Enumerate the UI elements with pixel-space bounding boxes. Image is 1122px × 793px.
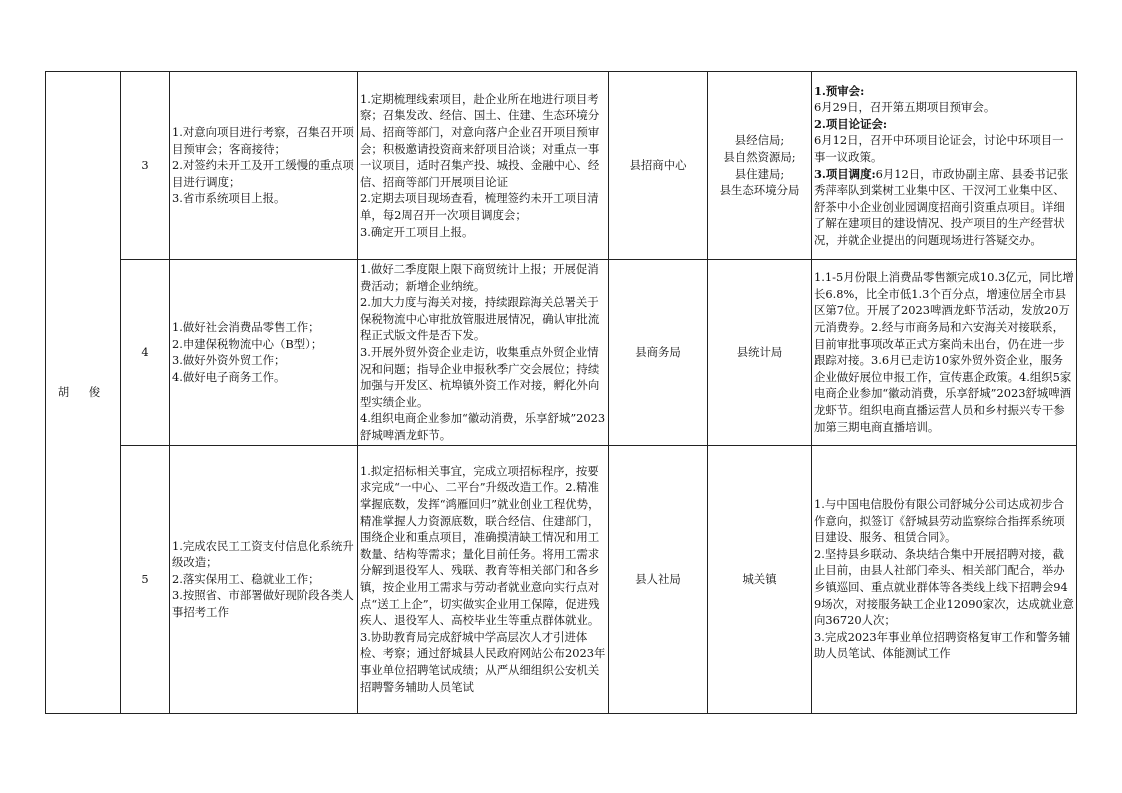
measure-cell [358,445,609,713]
measure-item: 1.做好二季度限上限下商贸统计上报；开展促消费活动；新增企业纳统。 [360,262,599,293]
coop-unit: 县统计局 [736,344,783,359]
measure-item: 2.加大力度与海关对接，持续跟踪海关总署关于保税物流中心审批放管服进展情况，确认审批流程正式版文件是否下发。 [360,295,600,343]
coop-unit-cell [708,445,812,713]
table-row [46,445,1077,713]
coop-unit: 城关镇 [742,571,777,586]
lead-unit: 县招商中心 [629,158,687,173]
progress-text: 3.完成2023年事业单位招聘资格复审工作和警务辅助人员笔试、体能测试工作 [814,629,1071,661]
lead-unit-cell [609,445,708,713]
measure-item: 3.开展外贸外资企业走访，收集重点外贸企业情况和问题；指导企业申报秋季广交会展位；持续加强与开发区、杭埠镇外资工作对接，孵化外向型实绩企业。 [360,344,600,409]
coop-unit-cell [708,260,812,446]
task-cell [170,445,358,713]
progress-cell [812,260,1077,446]
work-plan-table [45,71,1077,714]
task-cell [170,260,358,446]
task-item: 3.省市系统项目上报。 [172,191,286,206]
progress-heading: 3.项目调度: [814,166,876,181]
task-item: 4.做好电子商务工作。 [172,369,286,384]
table-row [46,260,1077,446]
coop-unit: 县自然资源局; [723,149,796,164]
coop-unit: 县经信局; [734,133,785,148]
task-item: 3.按照省、市部署做好现阶段各类人事招考工作 [172,588,354,619]
progress-text: 1.与中国电信股份有限公司舒城分公司达成初步合作意向，拟签订《舒城县劳动监察综合指挥系统项目建设、服务、租赁合同》。 [814,497,1065,545]
lead-unit-cell [609,260,708,446]
row-number-cell [121,445,170,713]
measure-item: 1.拟定招标相关事宜，完成立项招标程序，按要求完成“一中心、二平台”升级改造工作。2.精准掌握底数，发挥“鸿雁回归”就业创业工程优势，精准掌握人力资源底数，联合经信、住建部门，围绕企业和重点项目，准确摸清缺工情况和用工数量、结构等需求；量化目前任务。将用工需求分解到退役军人、残联、教育等相关部门和各乡镇，按企业用工需求与劳动者就业意向实行点对点“送工上企”，切实做实企业用工保障，促进残疾人、退役军人、高校毕业生等重点群体就业。 [360,463,600,628]
task-item: 2.落实保用工、稳就业工作； [172,571,320,586]
task-item: 1.对意向项目进行考察，召集召开项目预审会；客商接待； [172,125,354,156]
progress-text: 6月29日，召开第五期项目预审会。 [814,100,996,115]
measure-cell [358,260,609,446]
task-item: 2.申建保税物流中心（B型）； [172,336,323,351]
row-number: 3 [141,158,149,173]
progress-text: 1.1-5月份限上消费品零售额完成10.3亿元，同比增长6.8%，比全市低1.3个百分点，增速位居全市县区第7位。开展了2023啤酒龙虾节活动，发放20万元消费券。2.经与市商务局和六安海关对接联系，目前审批事项改革正式方案尚未出台，仍在进一步跟踪对接。3.6月已走访10家外贸外资企业，服务企业做好展位申报工作，宣传惠企政策。4.组织5家电商企业参加“徽动消费，乐享舒城”2023舒城啤酒龙虾节。组织电商直播运营人员和乡村振兴专干参加第三期电商直播培训。 [814,270,1074,434]
responsible-person-cell [46,72,121,714]
coop-unit-cell [708,72,812,260]
progress-text: 6月12日，市政协副主席、县委书记张秀萍率队到棠树工业集中区、干汊河工业集中区、舒茶中小企业创业园调度招商引资重点项目。详细了解在建项目的建设情况、投产项目的生产经营状况，并就企业提出的问题现场进行答疑交办。 [814,166,1069,247]
row-number-cell [121,72,170,260]
measure-item: 1.定期梳理线索项目，赴企业所在地进行项目考察；召集发改、经信、国土、住建、生态环境分局、招商等部门，对意向落户企业召开项目预审会；积极邀请投资商来舒项目洽谈；对重点一事一议项目，适时召集产投、城投、金融中心、经信、招商等部门开展项目论证 [360,91,600,189]
progress-heading: 1.预审会: [814,83,865,98]
progress-cell [812,72,1077,260]
coop-unit: 县生态环境分局 [719,183,800,198]
row-number: 5 [141,571,149,586]
task-item: 2.对签约未开工及开工缓慢的重点项目进行调度； [172,158,354,189]
task-cell [170,72,358,260]
lead-unit: 县商务局 [635,344,681,359]
progress-text: 6月12日，召开中环项目论证会，讨论中环项目一事一议政策。 [814,133,1064,164]
progress-cell [812,445,1077,713]
measure-item: 2.定期去项目现场查看，梳理签约未开工项目清单，每2周召开一次项目调度会； [360,191,599,222]
lead-unit-cell [609,72,708,260]
task-item: 3.做好外资外贸工作； [172,353,286,368]
measure-item: 3.协助教育局完成舒城中学高层次人才引进体检、考察；通过舒城县人民政府网站公布2023年事业单位招聘笔试成绩；从严从细组织公安机关招聘警务辅助人员笔试 [360,629,606,694]
task-item: 1.做好社会消费品零售工作； [172,320,320,335]
responsible-person-name: 胡 俊 [57,384,109,399]
row-number: 4 [141,344,149,359]
measure-item: 3.确定开工项目上报。 [360,224,474,239]
measure-cell [358,72,609,260]
progress-heading: 2.项目论证会: [814,116,888,131]
progress-text: 2.坚持县乡联动、条块结合集中开展招聘对接，截止目前，由县人社部门牵头、相关部门配合，举办乡镇巡回、重点就业群体等各类线上线下招聘会949场次，对接服务缺工企业12090家次，达成就业意向36720人次； [814,546,1074,628]
coop-unit: 县住建局; [734,166,785,181]
row-number-cell [121,260,170,446]
table-row [46,72,1077,260]
measure-item: 4.组织电商企业参加“徽动消费，乐享舒城”2023舒城啤酒龙虾节。 [360,411,606,442]
task-item: 1.完成农民工工资支付信息化系统升级改造； [172,538,354,570]
lead-unit: 县人社局 [635,571,681,586]
